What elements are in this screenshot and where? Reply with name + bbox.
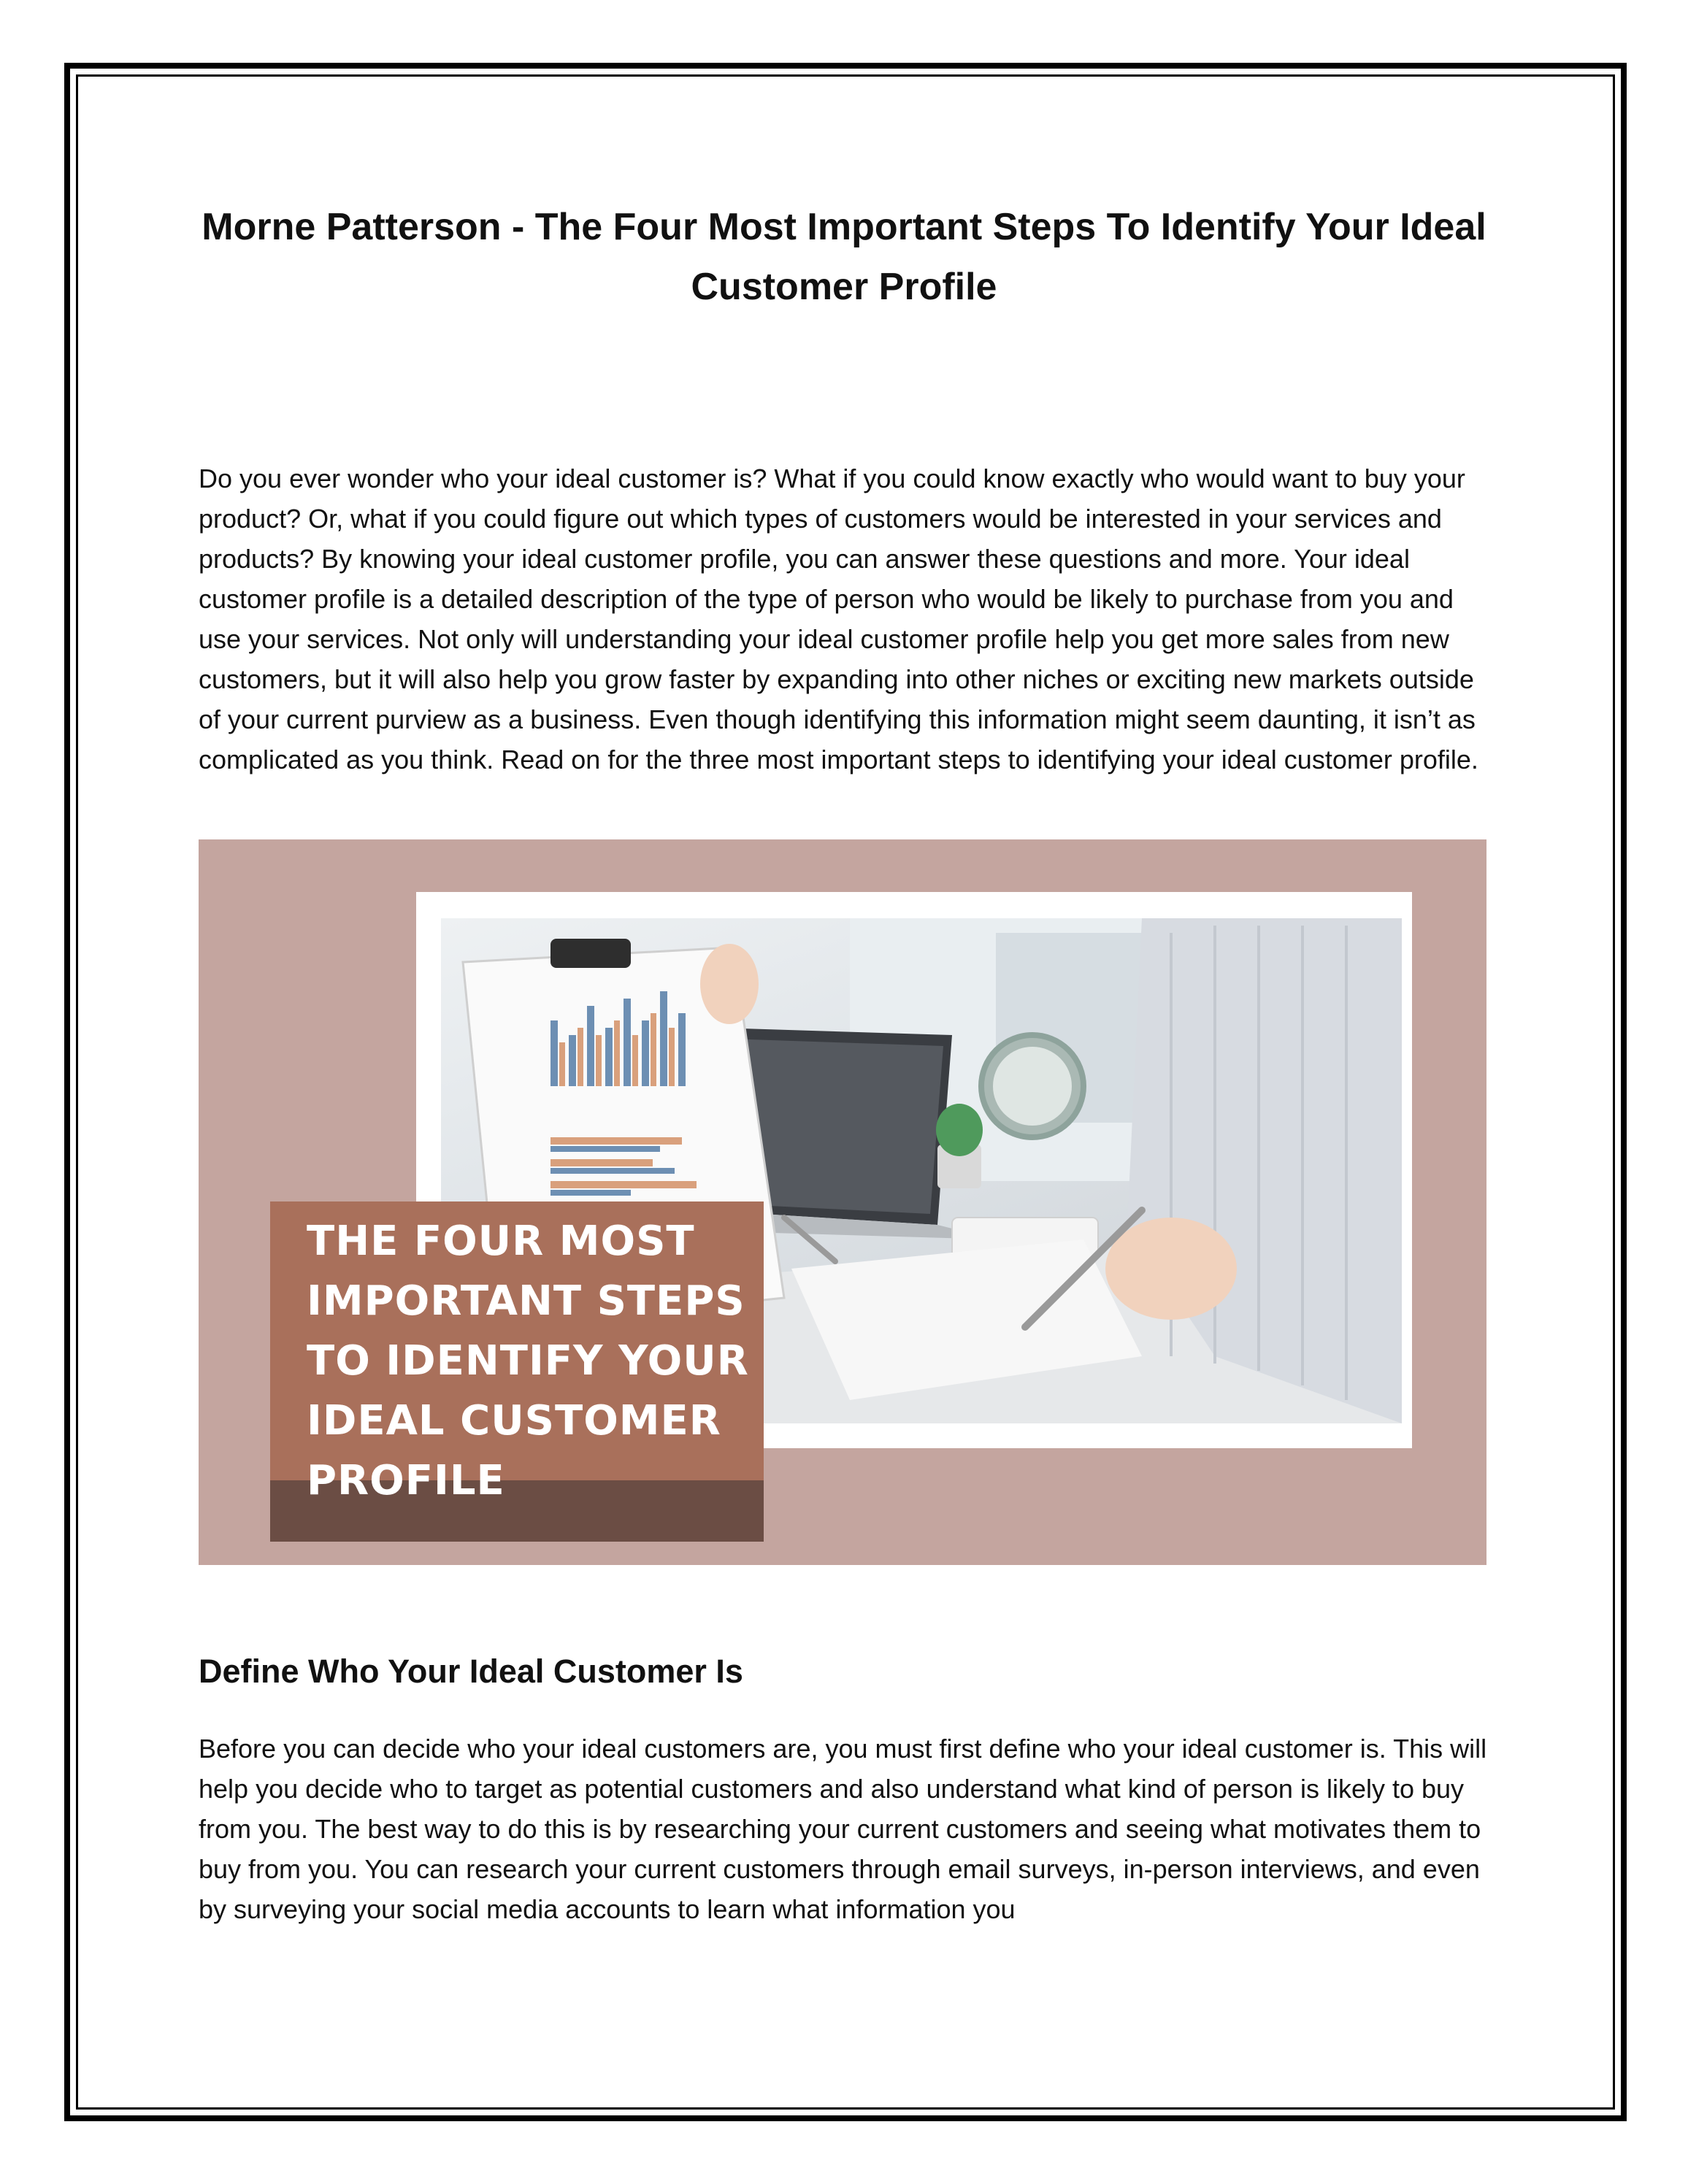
banner-text: THE FOUR MOST IMPORTANT STEPS TO IDENTIFY YOUR IDEAL CUSTOMER PROFILE [307, 1218, 749, 1504]
title-banner [270, 1201, 764, 1542]
section-heading: Define Who Your Ideal Customer Is [199, 1653, 743, 1690]
document-title: Morne Patterson - The Four Most Important Steps To Identify Your Ideal Customer Profile [202, 206, 1486, 308]
section-paragraph: Before you can decide who your ideal customers are, you must first define who your ideal customer is. This will help you decide who to target as potential customers and also understand what kind of person is likely to buy from you. The best way to do this is by researching your current customers and seeing what motivates them to buy from you. You can research your current customers through email surveys, in-person interviews, and even by surveying your social media accounts to learn what information you [199, 1734, 1487, 1924]
intro-paragraph: Do you ever wonder who your ideal customer is? What if you could know exactly who would want to buy your product? Or, what if you could figure out which types of customers would be interested in your services and products? By knowing your ideal customer profile, you can answer these questions and more. Your ideal customer profile is a detailed description of the type of person who would be likely to purchase from you and use your services. Not only will understanding your ideal customer profile help you get more sales from new customers, but it will also help you grow faster by expanding into other niches or exciting new markets outside of your current purview as a business. Even though identifying this information might seem daunting, it isn’t as complicated as you think. Read on for the three most important steps to identifying your ideal customer profile. [199, 464, 1478, 774]
hero-image [199, 839, 1486, 1565]
